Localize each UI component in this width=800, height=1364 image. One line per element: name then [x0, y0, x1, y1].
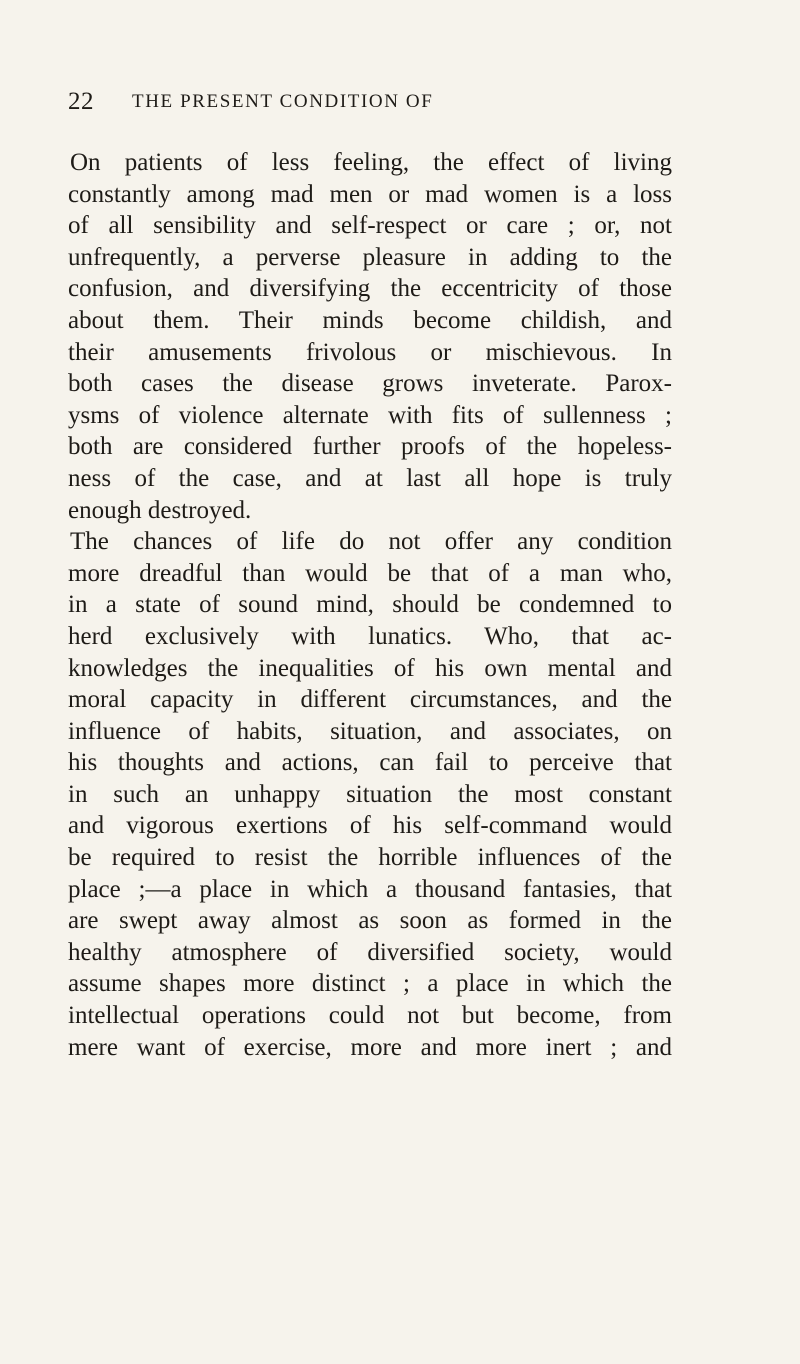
text-line: knowledges the inequalities of his own mental and — [68, 654, 672, 682]
text-line: in a state of sound mind, should be condemned to — [68, 591, 672, 619]
text-line: his thoughts and actions, can fail to perceive that — [68, 749, 672, 777]
text-line: influence of habits, situation, and associates, on — [68, 717, 672, 745]
text-line: about them. Their minds become childish, and — [68, 306, 672, 334]
text-line: intellectual operations could not but become, from — [68, 1002, 672, 1030]
page-header — [68, 88, 668, 124]
text-line: be required to resist the horrible influences of the — [68, 844, 672, 872]
text-line: of all sensibility and self-respect or care ; or, not — [68, 212, 672, 240]
text-line: On patients of less feeling, the effect of living — [70, 149, 672, 176]
text-line: are swept away almost as soon as formed in the — [68, 907, 672, 935]
text-line: their amusements frivolous or mischievous. In — [68, 338, 672, 366]
text-line: The chances of life do not offer any condition — [70, 528, 672, 556]
text-line: constantly among mad men or mad women is a loss — [68, 180, 672, 208]
text-line: both are considered further proofs of the hopeless- — [68, 433, 672, 461]
text-line: both cases the disease grows inveterate. Parox- — [68, 370, 672, 398]
running-head: THE PRESENT CONDITION OF — [132, 91, 434, 112]
text-line: enough destroyed. — [68, 496, 252, 524]
text-line: moral capacity in different circumstances, and the — [68, 686, 672, 714]
text-line: herd exclusively with lunatics. Who, that ac- — [68, 622, 672, 650]
text-line: place ;—a place in which a thousand fantasies, that — [68, 875, 672, 903]
text-line: in such an unhappy situation the most constant — [68, 780, 672, 808]
text-line: healthy atmosphere of diversified society, would — [68, 938, 672, 966]
page-number: 22 — [68, 88, 94, 115]
text-line: and vigorous exertions of his self-command would — [68, 812, 672, 840]
text-line: more dreadful than would be that of a man who, — [68, 559, 672, 587]
text-line: assume shapes more distinct ; a place in which the — [68, 970, 672, 998]
text-line: confusion, and diversifying the eccentricity of those — [68, 275, 672, 303]
text-line: unfrequently, a perverse pleasure in adding to the — [68, 243, 672, 271]
body-text — [68, 147, 672, 1063]
text-line: mere want of exercise, more and more inert ; and — [68, 1033, 672, 1061]
text-line: ness of the case, and at last all hope is truly — [68, 464, 672, 492]
text-line: ysms of violence alternate with fits of sullenness ; — [68, 401, 672, 429]
